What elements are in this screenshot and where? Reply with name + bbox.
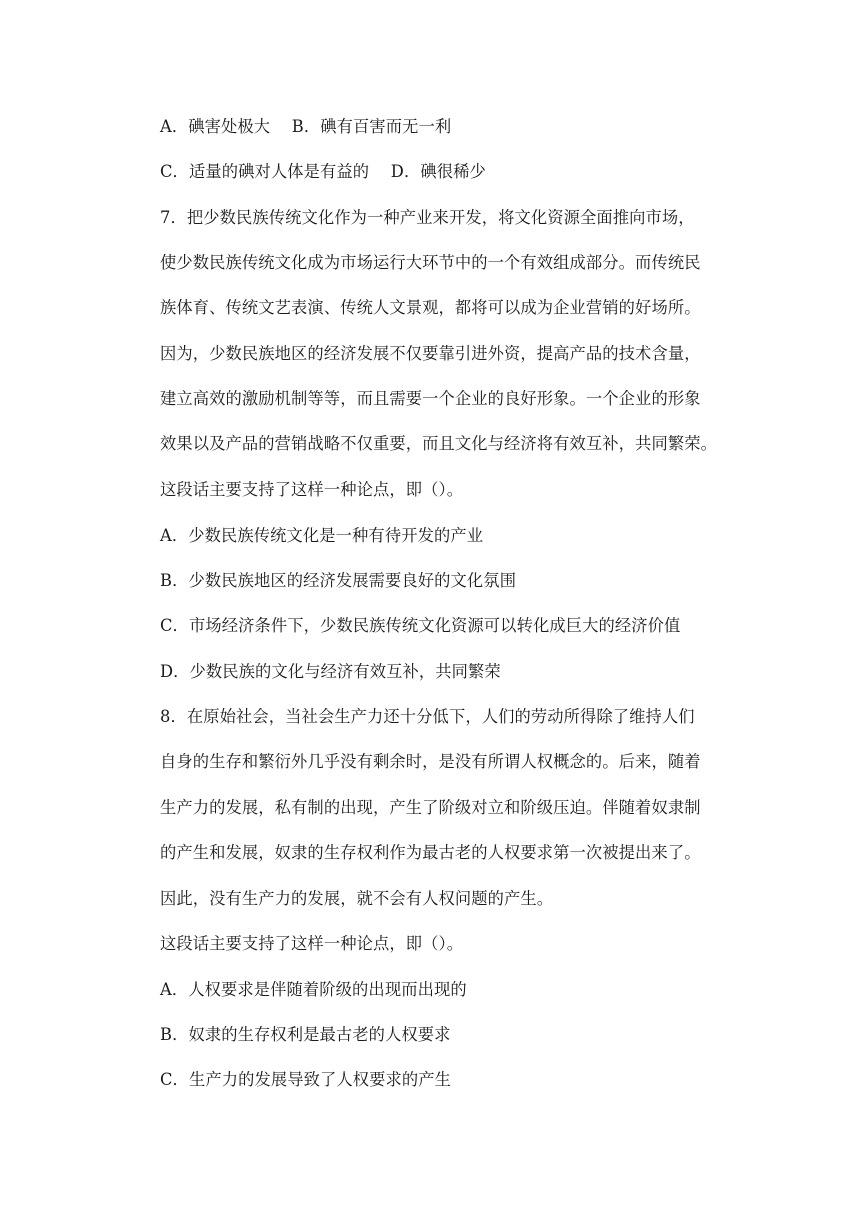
q7-stem-line-3: 族体育、传统文艺表演、传统人文景观，都将可以成为企业营销的好场所。 — [160, 298, 701, 317]
q7-option-c: C．市场经济条件下，少数民族传统文化资源可以转化成巨大的经济价值 — [160, 616, 681, 635]
q8-stem-line-1: 8．在原始社会，当社会生产力还十分低下，人们的劳动所得除了维持人们 — [160, 707, 695, 726]
q8-option-c: C．生产力的发展导致了人权要求的产生 — [160, 1070, 452, 1089]
q8-stem-line-3: 生产力的发展，私有制的出现，产生了阶级对立和阶级压迫。伴随着奴隶制 — [160, 798, 701, 817]
q7-option-b: B．少数民族地区的经济发展需要良好的文化氛围 — [160, 571, 517, 590]
q7-option-a: A．少数民族传统文化是一种有待开发的产业 — [160, 526, 484, 545]
q8-stem-line-4: 的产生和发展，奴隶的生存权利作为最古老的人权要求第一次被提出来了。 — [160, 843, 701, 862]
q8-stem-line-5: 因此，没有生产力的发展，就不会有人权问题的产生。 — [160, 889, 554, 908]
q7-stem-line-1: 7．把少数民族传统文化作为一种产业来开发，将文化资源全面推向市场， — [160, 208, 695, 227]
q8-stem-line-2: 自身的生存和繁衍外几乎没有剩余时，是没有所谓人权概念的。后来，随着 — [160, 752, 701, 771]
q8-option-b: B．奴隶的生存权利是最古老的人权要求 — [160, 1025, 451, 1044]
q6-options-ab: A．碘害处极大 B．碘有百害而无一利 — [160, 117, 452, 136]
q7-option-d: D．少数民族的文化与经济有效互补，共同繁荣 — [160, 662, 501, 681]
q7-stem-line-2: 使少数民族传统文化成为市场运行大环节中的一个有效组成部分。而传统民 — [160, 253, 701, 272]
q8-question: 这段话主要支持了这样一种论点，即（）。 — [160, 934, 464, 953]
q6-options-cd: C．适量的碘对人体是有益的 D．碘很稀少 — [160, 162, 486, 181]
q7-stem-line-6: 效果以及产品的营销战略不仅重要，而且文化与经济将有效互补，共同繁荣。 — [160, 434, 717, 453]
q7-stem-line-4: 因为，少数民族地区的经济发展不仅要靠引进外资，提高产品的技术含量， — [160, 344, 701, 363]
q7-question: 这段话主要支持了这样一种论点，即（）。 — [160, 480, 464, 499]
q7-stem-line-5: 建立高效的激励机制等等，而且需要一个企业的良好形象。一个企业的形象 — [160, 389, 701, 408]
q8-option-a: A．人权要求是伴随着阶级的出现而出现的 — [160, 980, 467, 999]
